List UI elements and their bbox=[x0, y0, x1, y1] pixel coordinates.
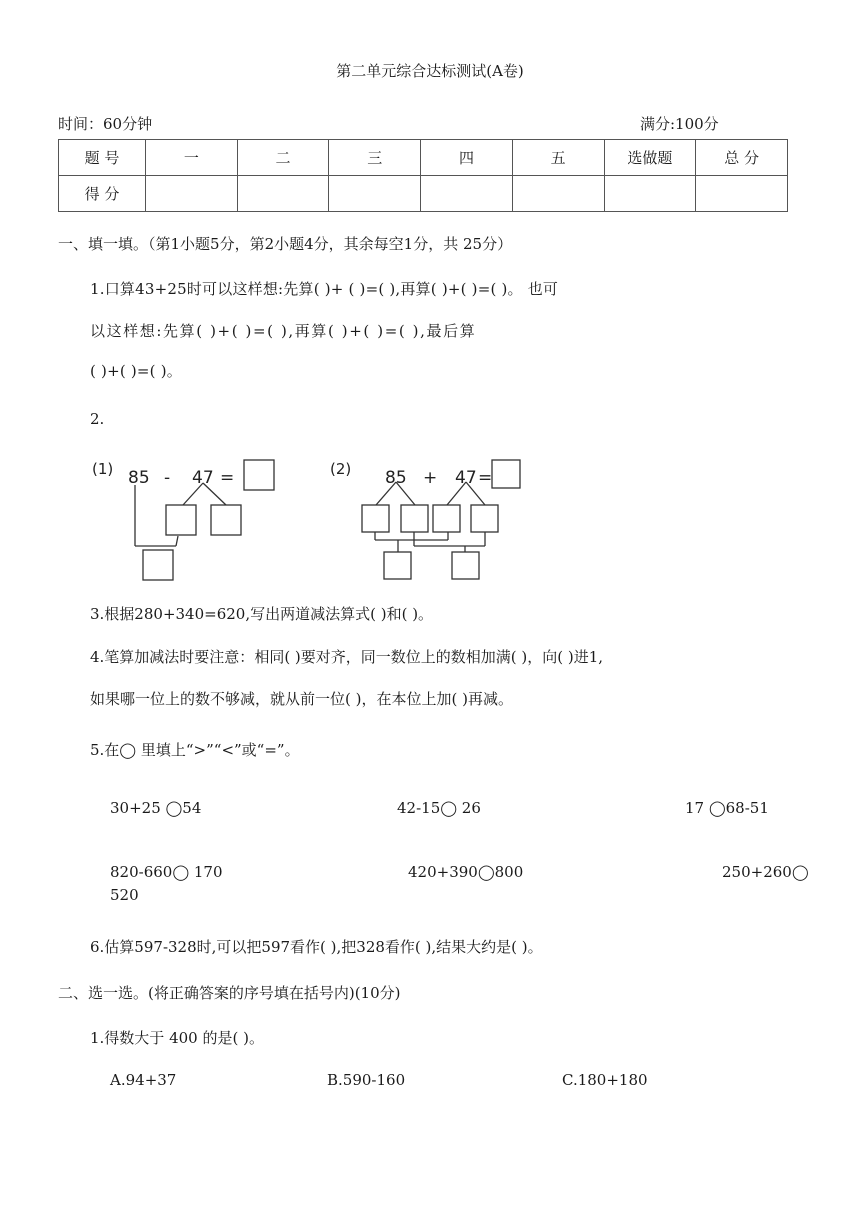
time-limit: 时间：60分钟 bbox=[58, 115, 153, 133]
question-1-line-3: ( )+( )=( )。 bbox=[90, 362, 182, 380]
diagram-1-left: 85 bbox=[128, 468, 150, 488]
question-3: 3.根据280+340=620,写出两道减法算式( )和( )。 bbox=[90, 605, 434, 623]
table-cell: 选做题 bbox=[604, 140, 696, 176]
question-4-line-1: 4.笔算加减法时要注意：相同( )要对齐，同一数位上的数相加满( )，向( )进1, bbox=[90, 648, 604, 666]
choice-option-c[interactable]: C.180+180 bbox=[562, 1071, 648, 1089]
answer-box[interactable] bbox=[244, 460, 274, 490]
table-cell: 总 分 bbox=[696, 140, 788, 176]
score-table-header-row bbox=[59, 140, 788, 176]
score-input-cell[interactable] bbox=[237, 176, 329, 212]
diagram-1-op: - bbox=[164, 468, 171, 488]
score-input-cell[interactable] bbox=[421, 176, 513, 212]
compare-item: 17 ◯68-51 bbox=[685, 799, 769, 817]
answer-box[interactable] bbox=[362, 505, 389, 532]
question-5-prompt: 5.在◯ 里填上“>”“<”或“=”。 bbox=[90, 741, 300, 759]
table-cell: 四 bbox=[421, 140, 513, 176]
compare-item: 820-660◯ 170 bbox=[110, 863, 223, 881]
answer-box[interactable] bbox=[452, 552, 479, 579]
section-heading-fill: 一、填一填。（第1小题5分，第2小题4分，其余每空1分，共 25分） bbox=[58, 235, 513, 253]
table-cell: 二 bbox=[237, 140, 329, 176]
page-title: 第二单元综合达标测试(A卷) bbox=[336, 62, 524, 80]
diagram-2-label: (2) bbox=[330, 460, 352, 478]
score-table-score-row bbox=[59, 176, 788, 212]
table-cell: 五 bbox=[512, 140, 604, 176]
diagram-1-label: (1) bbox=[92, 460, 114, 478]
answer-box[interactable] bbox=[433, 505, 460, 532]
table-cell: 题 号 bbox=[59, 140, 146, 176]
answer-box[interactable] bbox=[492, 460, 520, 488]
diagram-1-eq: = bbox=[220, 468, 235, 488]
question-4-line-2: 如果哪一位上的数不够减，就从前一位( )，在本位上加( )再减。 bbox=[90, 690, 513, 708]
decomposition-diagrams bbox=[0, 450, 860, 590]
diagram-2-right: 47 bbox=[455, 468, 477, 488]
full-score: 满分:100分 bbox=[640, 115, 719, 133]
score-input-cell[interactable] bbox=[329, 176, 421, 212]
question-2-number: 2. bbox=[90, 410, 105, 428]
table-cell: 得 分 bbox=[59, 176, 146, 212]
score-table bbox=[58, 139, 788, 212]
score-input-cell[interactable] bbox=[146, 176, 238, 212]
answer-box[interactable] bbox=[211, 505, 241, 535]
score-input-cell[interactable] bbox=[604, 176, 696, 212]
diagram-2-left: 85 bbox=[385, 468, 407, 488]
question-1-line-2: 以这样想:先算( )+( )=( ),再算( )+( )=( ),最后算 bbox=[90, 322, 477, 340]
answer-box[interactable] bbox=[401, 505, 428, 532]
answer-box[interactable] bbox=[471, 505, 498, 532]
score-input-cell[interactable] bbox=[512, 176, 604, 212]
diagram-2-eq: = bbox=[478, 468, 493, 488]
diagram-1-right: 47 bbox=[192, 468, 214, 488]
compare-item-continued: 520 bbox=[110, 886, 139, 904]
diagram-2-op: + bbox=[423, 468, 438, 488]
section-heading-choice: 二、选一选。(将正确答案的序号填在括号内)(10分) bbox=[58, 984, 401, 1002]
table-cell: 一 bbox=[146, 140, 238, 176]
compare-item: 250+260◯ bbox=[722, 863, 809, 881]
table-cell: 三 bbox=[329, 140, 421, 176]
compare-item: 42-15◯ 26 bbox=[397, 799, 481, 817]
question-6: 6.估算597-328时,可以把597看作( ),把328看作( ),结果大约是( )。 bbox=[90, 938, 543, 956]
choice-option-a[interactable]: A.94+37 bbox=[110, 1071, 177, 1089]
choice-option-b[interactable]: B.590-160 bbox=[327, 1071, 406, 1089]
choice-question-1: 1.得数大于 400 的是( )。 bbox=[90, 1029, 264, 1047]
question-1-line-1: 1.口算43+25时可以这样想:先算( )+ ( )=( ),再算( )+( )=( )。 也可 bbox=[90, 280, 559, 298]
answer-box[interactable] bbox=[166, 505, 196, 535]
compare-item: 30+25 ◯54 bbox=[110, 799, 202, 817]
answer-box[interactable] bbox=[143, 550, 173, 580]
score-input-cell[interactable] bbox=[696, 176, 788, 212]
compare-item: 420+390◯800 bbox=[408, 863, 524, 881]
answer-box[interactable] bbox=[384, 552, 411, 579]
